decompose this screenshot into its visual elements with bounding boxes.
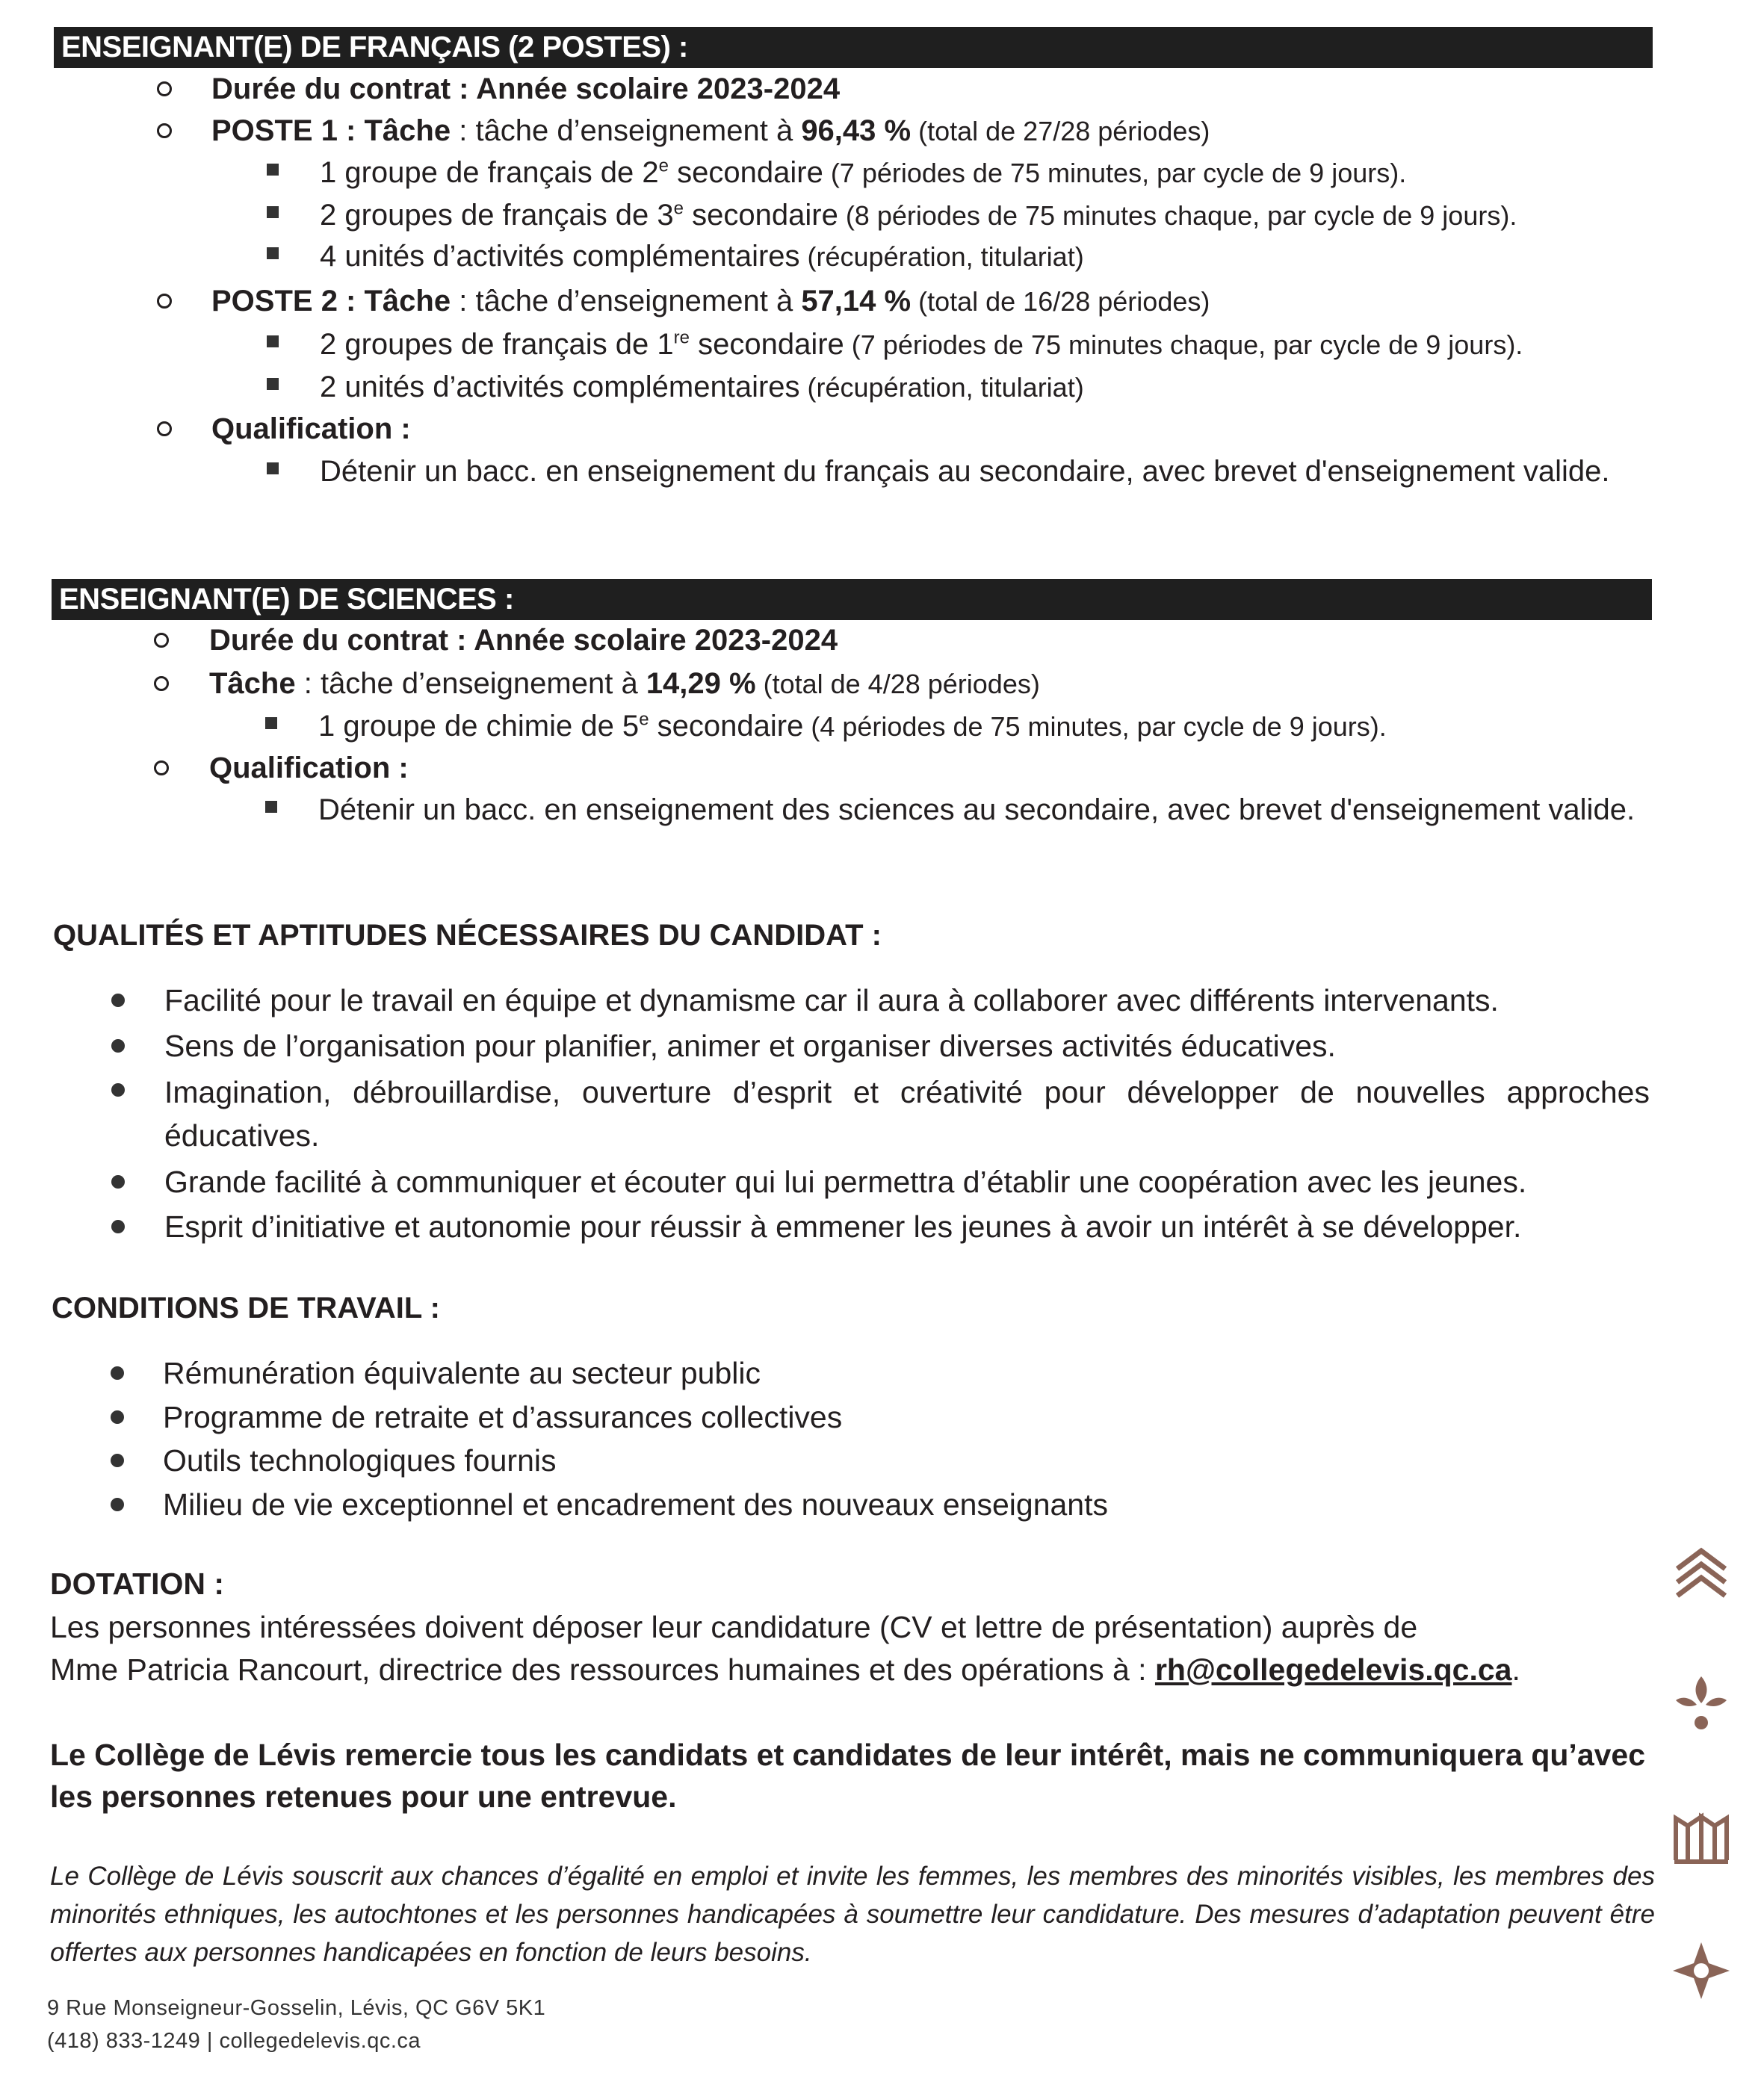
- conditions-item-2: Programme de retraite et d’assurances collectives: [163, 1400, 843, 1434]
- square-bullet: [267, 164, 279, 176]
- qualites-item-5: Esprit d’initiative et autonomie pour réussir à emmener les jeunes à avoir un intérêt à se développer.: [164, 1209, 1522, 1244]
- dotation-line-1: Les personnes intéressées doivent déposer leur candidature (CV et lettre de présentation) auprès de: [50, 1610, 1418, 1644]
- dot-bullet: [111, 1083, 125, 1097]
- square-bullet: [267, 247, 279, 259]
- francais-duree: Durée du contrat : Année scolaire 2023-2024: [211, 72, 841, 105]
- poste1-item-1: 1 groupe de français de 2e secondaire (7 périodes de 75 minutes, par cycle de 9 jours).: [320, 155, 1407, 189]
- sciences-tache: Tâche : tâche d’enseignement à 14,29 % (total de 4/28 périodes): [209, 667, 1040, 700]
- francais-qualification-text: Détenir un bacc. en enseignement du français au secondaire, avec brevet d'enseignement valide.: [320, 455, 1610, 488]
- dot-bullet: [111, 1175, 125, 1189]
- qualites-item-3: Imagination, débrouillardise, ouverture d’esprit et créativité pour développer de nouvelles approches éducatives.: [164, 1075, 1650, 1153]
- dotation-heading: DOTATION :: [50, 1567, 225, 1601]
- circle-bullet: [157, 81, 172, 96]
- footer-contact: (418) 833-1249 | collegedelevis.qc.ca: [47, 2029, 421, 2053]
- conditions-heading: CONDITIONS DE TRAVAIL :: [52, 1292, 440, 1325]
- circle-bullet: [157, 123, 172, 138]
- francais-header: ENSEIGNANT(E) DE FRANÇAIS (2 POSTES) :: [54, 27, 1653, 68]
- sciences-item-1: 1 groupe de chimie de 5e secondaire (4 périodes de 75 minutes, par cycle de 9 jours).: [318, 709, 1387, 743]
- circle-bullet: [157, 421, 172, 436]
- conditions-item-3: Outils technologiques fournis: [163, 1443, 557, 1478]
- circle-bullet: [154, 760, 169, 775]
- francais-qualification-label: Qualification :: [211, 412, 411, 445]
- poste2-item-2: 2 unités d’activités complémentaires (récupération, titulariat): [320, 371, 1084, 403]
- poste1-item-2: 2 groupes de français de 3e secondaire (8 périodes de 75 minutes chaque, par cycle de 9 jours).: [320, 198, 1517, 232]
- qualites-item-1: Facilité pour le travail en équipe et dynamisme car il aura à collaborer avec différents intervenants.: [164, 983, 1499, 1017]
- francais-poste2: POSTE 2 : Tâche : tâche d’enseignement à 57,14 % (total de 16/28 périodes): [211, 285, 1210, 317]
- book-icon: [1671, 1808, 1731, 1868]
- dot-bullet: [111, 1039, 125, 1053]
- qualites-heading: QUALITÉS ET APTITUDES NÉCESSAIRES DU CANDIDAT :: [53, 919, 882, 952]
- dot-bullet: [111, 1410, 124, 1424]
- square-bullet: [265, 717, 277, 729]
- square-bullet: [267, 462, 279, 474]
- email-link[interactable]: rh@collegedelevis.qc.ca: [1154, 1652, 1512, 1687]
- dot-bullet: [111, 1454, 124, 1467]
- qualites-item-2: Sens de l’organisation pour planifier, animer et organiser diverses activités éducatives.: [164, 1029, 1336, 1063]
- francais-poste1: POSTE 1 : Tâche : tâche d’enseignement à 96,43 % (total de 27/28 périodes): [211, 114, 1210, 147]
- sciences-header: ENSEIGNANT(E) DE SCIENCES :: [52, 579, 1652, 620]
- dot-bullet: [111, 1220, 125, 1233]
- egalite-text: Le Collège de Lévis souscrit aux chances d’égalité en emploi et invite les femmes, les membres des minorités visibles, les membres des minorités ethniques, les autochtones et les personnes handicapées à soumettre leur candidature. Des mesures d’adaptation peuvent être offertes aux personnes handicapées en fonction de leurs besoins.: [50, 1862, 1655, 1967]
- footer-address: 9 Rue Monseigneur-Gosselin, Lévis, QC G6V 5K1: [47, 1996, 546, 2020]
- conditions-item-4: Milieu de vie exceptionnel et encadrement des nouveaux enseignants: [163, 1487, 1108, 1522]
- qualites-item-4: Grande facilité à communiquer et écouter qui lui permettra d’établir une coopération avec les jeunes.: [164, 1165, 1527, 1199]
- dot-bullet: [111, 1366, 124, 1380]
- circle-bullet: [154, 633, 169, 648]
- dot-bullet: [111, 994, 125, 1007]
- poste2-item-1: 2 groupes de français de 1re secondaire (7 périodes de 75 minutes chaque, par cycle de 9 jours).: [320, 327, 1523, 361]
- conditions-item-1: Rémunération équivalente au secteur public: [163, 1356, 761, 1390]
- dotation-line-2: Mme Patricia Rancourt, directrice des ressources humaines et des opérations à : rh@collegedelevis.qc.ca.: [50, 1652, 1520, 1687]
- square-bullet: [267, 378, 279, 390]
- sciences-duree: Durée du contrat : Année scolaire 2023-2024: [209, 624, 838, 657]
- chevron-up-icon: [1671, 1540, 1731, 1600]
- square-bullet: [265, 801, 277, 813]
- sciences-qualification-text: Détenir un bacc. en enseignement des sciences au secondaire, avec brevet d'enseignement valide.: [318, 793, 1635, 826]
- square-bullet: [267, 206, 279, 218]
- sciences-qualification-label: Qualification :: [209, 752, 409, 784]
- dot-bullet: [111, 1498, 124, 1511]
- compass-star-icon: [1671, 1941, 1731, 2001]
- fleur-de-lis-icon: [1671, 1673, 1731, 1733]
- poste1-item-3: 4 unités d’activités complémentaires (récupération, titulariat): [320, 240, 1084, 273]
- square-bullet: [267, 335, 279, 347]
- circle-bullet: [154, 676, 169, 691]
- remerciement-text: Le Collège de Lévis remercie tous les candidats et candidates de leur intérêt, mais ne communiquera qu’avec les personnes retenues pour une entrevue.: [50, 1738, 1646, 1814]
- circle-bullet: [157, 294, 172, 309]
